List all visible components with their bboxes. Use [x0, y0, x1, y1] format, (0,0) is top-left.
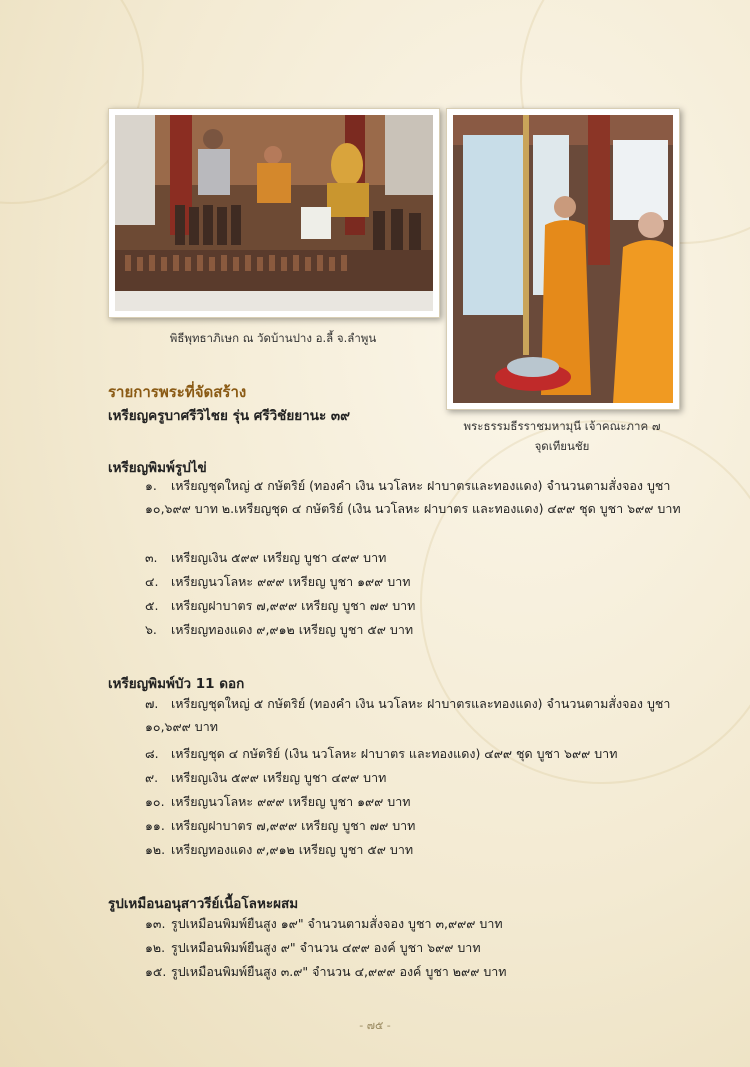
- item-number: ๑๑.: [145, 818, 165, 833]
- item-text: เหรียญนวโลหะ ๙๙๙ เหรียญ บูชา ๑๙๙ บาท: [171, 794, 411, 809]
- item-text: เหรียญเงิน ๕๙๙ เหรียญ บูชา ๔๙๙ บาท: [171, 550, 387, 565]
- list-item: [145, 692, 685, 738]
- list-item: [145, 936, 685, 959]
- photo-ceremony-caption: พิธีพุทธาภิเษก ณ วัดบ้านปาง อ.ลี้ จ.ลำพูน: [169, 331, 377, 345]
- item-number: ๖.: [145, 622, 157, 637]
- list-item: [145, 474, 685, 520]
- item-text: เหรียญทองแดง ๙,๙๑๒ เหรียญ บูชา ๕๙ บาท: [171, 842, 414, 857]
- item-number: ๑๓.: [145, 916, 166, 931]
- item-number: ๘.: [145, 746, 159, 761]
- list-item: [145, 814, 685, 837]
- item-text: รูปเหมือนพิมพ์ยืนสูง ๙" จำนวน ๔๙๙ องค์ บูชา ๖๙๙ บาท: [171, 940, 481, 955]
- item-number: ๔.: [145, 574, 159, 589]
- item-number: ๑๒.: [145, 940, 166, 955]
- item-text: เหรียญชุดใหญ่ ๕ กษัตริย์ (ทองคำ เงิน นวโลหะ ฝาบาตรและทองแดง) จำนวนตามสั่งจอง บูชา ๑๐,๖๙๙ บาท: [145, 696, 671, 734]
- list-item: [145, 618, 685, 641]
- list-item: [145, 960, 685, 983]
- list-item: [145, 912, 685, 935]
- photo-candle-caption-line2: จุดเทียนชัย: [534, 439, 590, 453]
- section-title-statue: รูปเหมือนอนุสาวรีย์เนื้อโลหะผสม: [108, 896, 299, 912]
- list-item: [145, 838, 685, 861]
- list-item: [145, 570, 685, 593]
- item-text: เหรียญฝาบาตร ๗,๙๙๙ เหรียญ บูชา ๗๙ บาท: [171, 818, 416, 833]
- ceremony-photo-image: [115, 115, 433, 311]
- section-title-oval-coin: เหรียญพิมพ์รูปไข่: [108, 460, 207, 476]
- photo-candle-caption-line1: พระธรรมธีรราชมหามุนี เจ้าคณะภาค ๗: [463, 419, 661, 433]
- photo-ceremony: [108, 108, 440, 318]
- item-text: เหรียญชุด ๔ กษัตริย์ (เงิน นวโลหะ ฝาบาตร และทองแดง) ๔๙๙ ชุด บูชา ๖๙๙ บาท: [171, 746, 618, 761]
- item-text: รูปเหมือนพิมพ์ยืนสูง ๓.๙" จำนวน ๔,๙๙๙ องค์ บูชา ๒๙๙ บาท: [171, 964, 507, 979]
- list-item: [145, 790, 685, 813]
- item-number: ๑๐.: [145, 794, 165, 809]
- item-text: เหรียญเงิน ๕๙๙ เหรียญ บูชา ๔๙๙ บาท: [171, 770, 387, 785]
- page-heading: รายการพระที่จัดสร้าง: [108, 383, 247, 401]
- item-number: ๗.: [145, 696, 159, 711]
- item-number: ๓.: [145, 550, 158, 565]
- list-item: [145, 546, 685, 569]
- list-item: [145, 594, 685, 617]
- item-text: เหรียญฝาบาตร ๗,๙๙๙ เหรียญ บูชา ๗๙ บาท: [171, 598, 416, 613]
- item-text: เหรียญชุดใหญ่ ๕ กษัตริย์ (ทองคำ เงิน นวโลหะ ฝาบาตรและทองแดง) จำนวนตามสั่งจอง บูชา ๑๐,๖๙๙ บาท ๒.เหรียญชุด ๔ กษัตริย์ (เงิน นวโลหะ ฝาบาตร และทองแดง) ๔๙๙ ชุด บูชา ๖๙๙ บาท: [145, 478, 681, 516]
- item-text: รูปเหมือนพิมพ์ยืนสูง ๑๙" จำนวนตามสั่งจอง บูชา ๓,๙๙๙ บาท: [171, 916, 503, 931]
- page-subheading: เหรียญครูบาศรีวิไชย รุ่น ศรีวิชัยยานะ ๓๙: [108, 408, 351, 424]
- candle-lighting-photo-image: [453, 115, 673, 403]
- page-number: - ๗๕ -: [359, 1019, 391, 1032]
- list-item: [145, 742, 685, 765]
- item-number: ๑๕.: [145, 964, 167, 979]
- item-number: ๕.: [145, 598, 159, 613]
- item-number: ๙.: [145, 770, 159, 785]
- item-text: เหรียญทองแดง ๙,๙๑๒ เหรียญ บูชา ๕๙ บาท: [171, 622, 414, 637]
- item-number: ๑.: [145, 478, 157, 493]
- item-text: เหรียญนวโลหะ ๙๙๙ เหรียญ บูชา ๑๙๙ บาท: [171, 574, 411, 589]
- list-item: [145, 766, 685, 789]
- photo-candle-lighting: [446, 108, 680, 410]
- section-title-lotus-coin: เหรียญพิมพ์บัว 11 ดอก: [108, 676, 245, 692]
- item-number: ๑๒.: [145, 842, 166, 857]
